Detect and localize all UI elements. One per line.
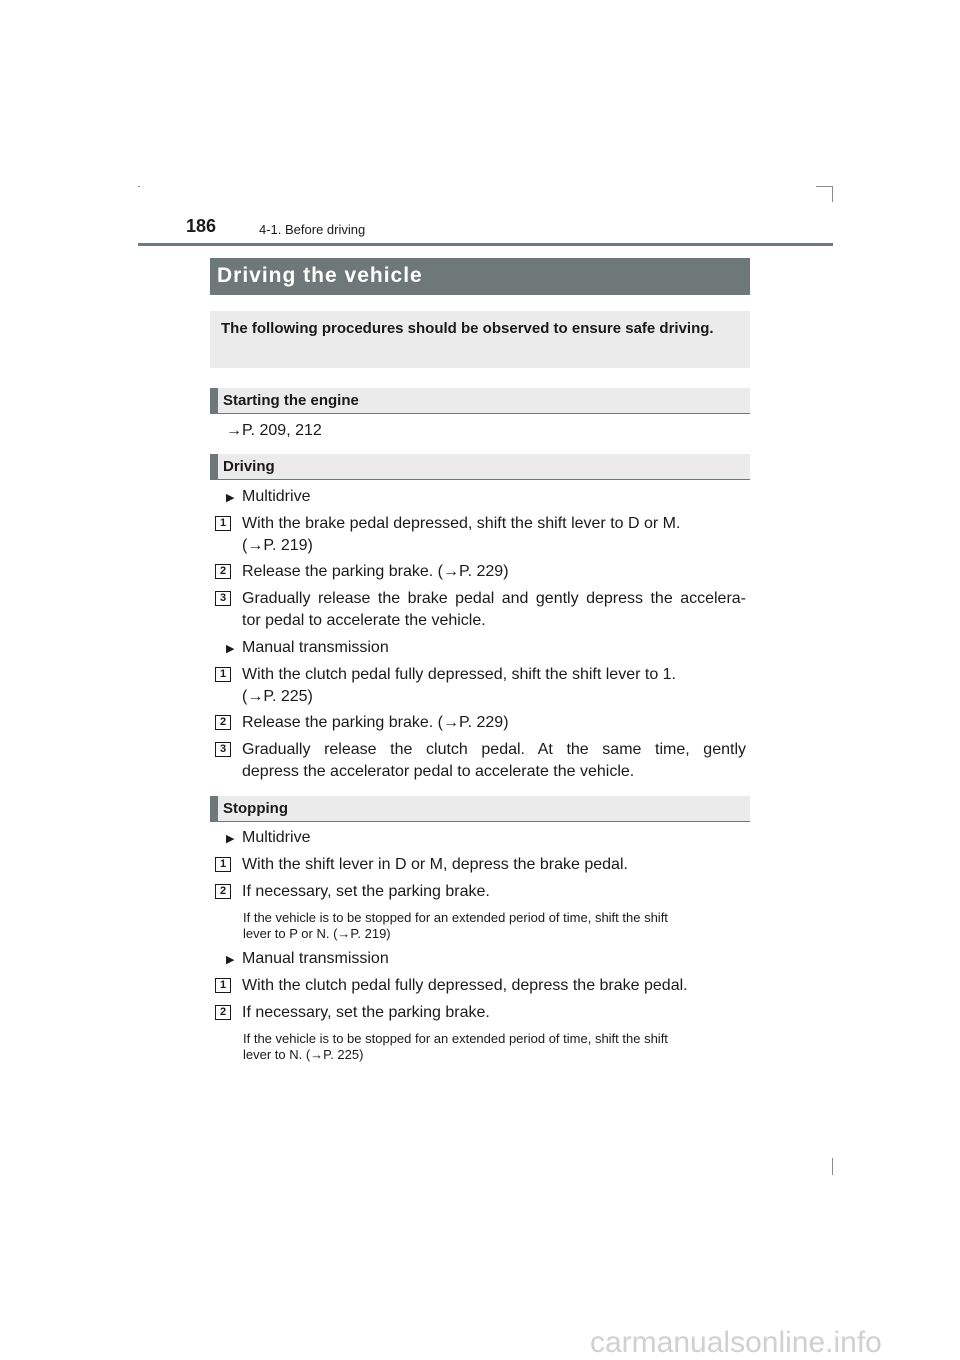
page-number: 186 xyxy=(186,216,217,236)
heading-driving xyxy=(210,454,750,480)
heading-starting-engine xyxy=(210,388,750,414)
driving-mt-step3-line2: depress the accelerator pedal to accelerate the vehicle. xyxy=(242,763,635,780)
stopping-mt-step1: With the clutch pedal fully depressed, depress the brake pedal. xyxy=(242,977,688,994)
step-badge-1: 1 xyxy=(215,667,231,682)
driving-md-step1-line2[interactable]: (→P. 219) xyxy=(242,537,313,554)
stopping-mt-step2: If necessary, set the parking brake. xyxy=(242,1004,490,1021)
page-title: Driving the vehicle xyxy=(210,258,750,295)
crop-mark-top-right-h xyxy=(816,186,833,187)
stopping-multidrive-label xyxy=(226,827,310,850)
stopping-md-step1: With the shift lever in D or M, depress the brake pedal. xyxy=(242,856,628,873)
heading-text: Starting the engine xyxy=(223,392,359,409)
crop-mark-bottom-right-v xyxy=(832,1158,833,1175)
starting-reference[interactable]: →P. 209, 212 xyxy=(226,422,322,439)
driving-mt-step1-line1: With the clutch pedal fully depressed, shift the shift lever to 1. xyxy=(242,666,676,683)
label-text: Multidrive xyxy=(242,488,311,505)
step-badge-1: 1 xyxy=(215,978,231,993)
driving-md-step2: Release the parking brake. (→P. 229) xyxy=(242,563,509,580)
step-badge-2: 2 xyxy=(215,884,231,899)
stopping-mt-note-line1: If the vehicle is to be stopped for an extended period of time, shift the shift xyxy=(243,1031,668,1046)
triangle-bullet-icon: ▶ xyxy=(226,492,235,504)
step-badge-2: 2 xyxy=(215,1005,231,1020)
driving-md-step3-line1: Gradually release the brake pedal and gently depress the accelera- xyxy=(242,590,746,607)
driving-mt-step2: Release the parking brake. (→P. 229) xyxy=(242,714,509,731)
step-badge-1: 1 xyxy=(215,857,231,872)
step-badge-3: 3 xyxy=(215,591,231,606)
triangle-bullet-icon: ▶ xyxy=(226,833,235,845)
driving-md-step3-line2: tor pedal to accelerate the vehicle. xyxy=(242,612,486,629)
heading-bar xyxy=(210,796,218,821)
step-badge-2: 2 xyxy=(215,564,231,579)
watermark: carmanualsonline.info xyxy=(590,1326,882,1359)
heading-bar xyxy=(210,454,218,479)
driving-manual-label xyxy=(226,637,389,660)
label-text: Multidrive xyxy=(242,829,311,846)
heading-text: Stopping xyxy=(223,800,288,817)
stopping-manual-label xyxy=(226,948,389,971)
driving-multidrive-label xyxy=(226,486,310,509)
stopping-md-step2: If necessary, set the parking brake. xyxy=(242,883,490,900)
intro-box: The following procedures should be observed to ensure safe driving. xyxy=(210,311,750,368)
driving-mt-step1-line2[interactable]: (→P. 225) xyxy=(242,688,313,705)
heading-text: Driving xyxy=(223,458,275,475)
stopping-mt-note-line2: lever to N. (→P. 225) xyxy=(243,1047,364,1062)
crop-mark-top-right-v xyxy=(832,186,833,202)
step-badge-3: 3 xyxy=(215,742,231,757)
label-text: Manual transmission xyxy=(242,950,389,967)
driving-mt-step3-line1: Gradually release the clutch pedal. At the same time, gently xyxy=(242,741,746,758)
triangle-bullet-icon: ▶ xyxy=(226,954,235,966)
stopping-md-note-line2: lever to P or N. (→P. 219) xyxy=(243,926,391,941)
crop-mark-top-left xyxy=(138,186,140,187)
label-text: Manual transmission xyxy=(242,639,389,656)
step-badge-1: 1 xyxy=(215,516,231,531)
heading-stopping xyxy=(210,796,750,822)
triangle-bullet-icon: ▶ xyxy=(226,643,235,655)
step-badge-2: 2 xyxy=(215,715,231,730)
driving-md-step1-line1: With the brake pedal depressed, shift the shift lever to D or M. xyxy=(242,515,681,532)
stopping-md-note-line1: If the vehicle is to be stopped for an extended period of time, shift the shift xyxy=(243,910,668,925)
section-label: 4-1. Before driving xyxy=(259,222,366,237)
heading-bar xyxy=(210,388,218,413)
header-rule xyxy=(138,243,833,246)
